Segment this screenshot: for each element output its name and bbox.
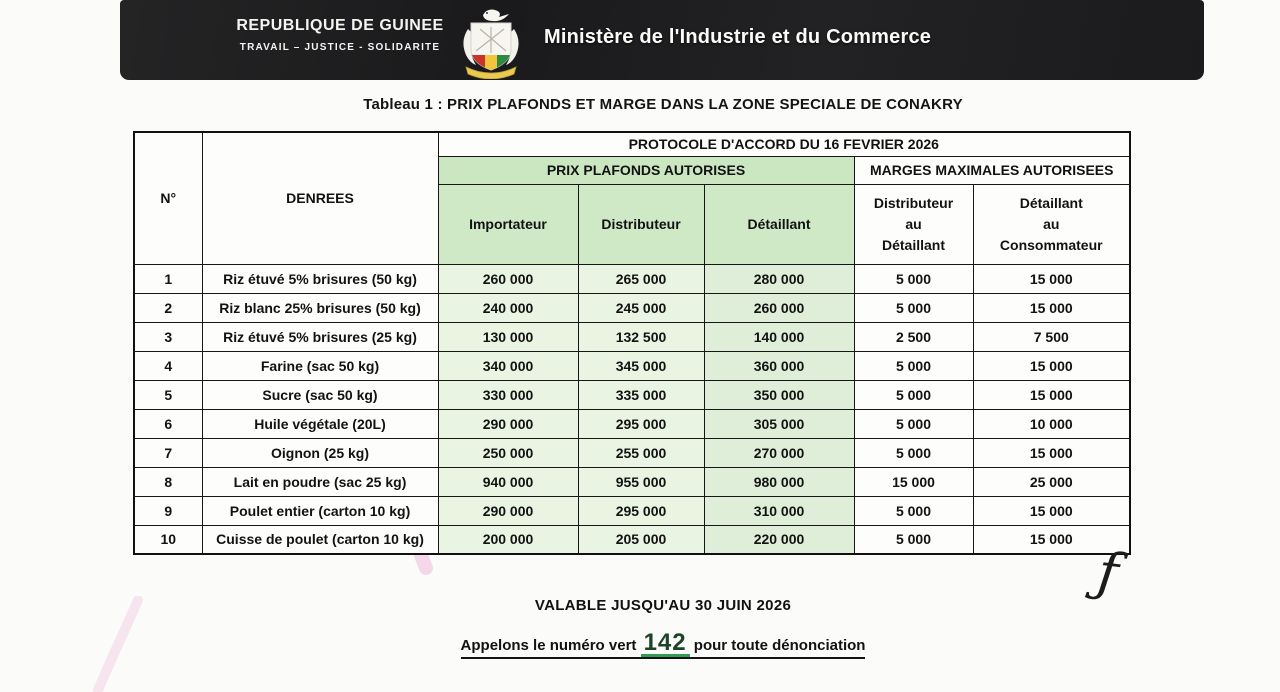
- header-line: Consommateur: [999, 236, 1103, 253]
- table-row: [134, 322, 1130, 351]
- document-title: Tableau 1 : PRIX PLAFONDS ET MARGE DANS LA ZONE SPECIALE DE CONAKRY: [363, 96, 963, 113]
- price-detaillant-cell: 260 000: [704, 293, 854, 322]
- marge-detaillant-cell: 15 000: [973, 264, 1130, 293]
- price-distributeur-cell: 265 000: [578, 264, 704, 293]
- price-importateur-cell: 240 000: [438, 293, 578, 322]
- price-detaillant-cell: 270 000: [704, 438, 854, 467]
- republic-heading: [180, 17, 500, 53]
- marge-detaillant-cell: 15 000: [973, 525, 1130, 554]
- marge-distributeur-cell: 5 000: [854, 264, 973, 293]
- price-distributeur-cell: 255 000: [578, 438, 704, 467]
- denree-cell: Lait en poudre (sac 25 kg): [202, 467, 438, 496]
- marge-detaillant-cell: 15 000: [973, 380, 1130, 409]
- ministry-banner: [120, 0, 1204, 80]
- group-header-marges: MARGES MAXIMALES AUTORISEES: [854, 156, 1130, 184]
- price-importateur-cell: 290 000: [438, 409, 578, 438]
- price-detaillant-cell: 305 000: [704, 409, 854, 438]
- ministry-title: Ministère de l'Industrie et du Commerce: [544, 26, 932, 48]
- header-line: au: [1043, 215, 1060, 232]
- table-row: [134, 496, 1130, 525]
- hotline-suffix: pour toute dénonciation: [689, 637, 866, 654]
- price-distributeur-cell: 132 500: [578, 322, 704, 351]
- column-header-importateur: Importateur: [438, 184, 578, 264]
- price-distributeur-cell: 295 000: [578, 409, 704, 438]
- table-row-protocole: [134, 132, 1130, 156]
- marge-distributeur-cell: 5 000: [854, 525, 973, 554]
- header-line: au: [905, 215, 922, 232]
- marge-distributeur-cell: 2 500: [854, 322, 973, 351]
- marge-detaillant-cell: 15 000: [973, 438, 1130, 467]
- signature-mark: ƒ: [1094, 540, 1122, 605]
- marge-detaillant-cell: 15 000: [973, 496, 1130, 525]
- table-row: [134, 525, 1130, 554]
- row-number-cell: 3: [134, 322, 202, 351]
- denree-cell: Sucre (sac 50 kg): [202, 380, 438, 409]
- table-row: [134, 380, 1130, 409]
- column-header-marge-distributeur: [854, 184, 973, 264]
- denree-cell: Riz blanc 25% brisures (50 kg): [202, 293, 438, 322]
- header-line: Détaillant: [881, 236, 945, 253]
- denree-cell: Poulet entier (carton 10 kg): [202, 496, 438, 525]
- row-number-cell: 6: [134, 409, 202, 438]
- marge-distributeur-cell: 5 000: [854, 380, 973, 409]
- republic-name: REPUBLIQUE DE GUINEE: [236, 17, 444, 34]
- price-detaillant-cell: 280 000: [704, 264, 854, 293]
- marge-distributeur-cell: 5 000: [854, 351, 973, 380]
- price-importateur-cell: 940 000: [438, 467, 578, 496]
- price-importateur-cell: 260 000: [438, 264, 578, 293]
- price-detaillant-cell: 140 000: [704, 322, 854, 351]
- table-row: [134, 351, 1130, 380]
- price-distributeur-cell: 295 000: [578, 496, 704, 525]
- price-importateur-cell: 290 000: [438, 496, 578, 525]
- validity-note: VALABLE JUSQU'AU 30 JUIN 2026: [534, 597, 792, 614]
- price-importateur-cell: 200 000: [438, 525, 578, 554]
- denree-cell: Huile végétale (20L): [202, 409, 438, 438]
- header-line: Distributeur: [873, 194, 954, 211]
- denree-cell: Cuisse de poulet (carton 10 kg): [202, 525, 438, 554]
- row-number-cell: 5: [134, 380, 202, 409]
- price-distributeur-cell: 205 000: [578, 525, 704, 554]
- price-detaillant-cell: 310 000: [704, 496, 854, 525]
- price-table: [133, 131, 1131, 555]
- price-detaillant-cell: 220 000: [704, 525, 854, 554]
- price-importateur-cell: 340 000: [438, 351, 578, 380]
- marge-detaillant-cell: 7 500: [973, 322, 1130, 351]
- denree-cell: Riz étuvé 5% brisures (25 kg): [202, 322, 438, 351]
- marge-detaillant-cell: 15 000: [973, 293, 1130, 322]
- row-number-cell: 8: [134, 467, 202, 496]
- price-importateur-cell: 330 000: [438, 380, 578, 409]
- marge-detaillant-cell: 15 000: [973, 351, 1130, 380]
- guinea-coat-of-arms-icon: [456, 3, 526, 79]
- denree-cell: Riz étuvé 5% brisures (50 kg): [202, 264, 438, 293]
- row-number-cell: 9: [134, 496, 202, 525]
- price-importateur-cell: 130 000: [438, 322, 578, 351]
- hotline-number: 142: [641, 632, 690, 657]
- hotline-sentence: [460, 629, 866, 659]
- denree-cell: Oignon (25 kg): [202, 438, 438, 467]
- row-number-cell: 7: [134, 438, 202, 467]
- table-row: [134, 409, 1130, 438]
- marge-distributeur-cell: 5 000: [854, 438, 973, 467]
- table-row: [134, 438, 1130, 467]
- row-number-cell: 10: [134, 525, 202, 554]
- row-number-cell: 1: [134, 264, 202, 293]
- marge-distributeur-cell: 5 000: [854, 409, 973, 438]
- marge-distributeur-cell: 15 000: [854, 467, 973, 496]
- marge-distributeur-cell: 5 000: [854, 293, 973, 322]
- protocole-header: PROTOCOLE D'ACCORD DU 16 FEVRIER 2026: [438, 132, 1130, 156]
- row-number-cell: 4: [134, 351, 202, 380]
- table-row: [134, 264, 1130, 293]
- price-detaillant-cell: 360 000: [704, 351, 854, 380]
- column-header-denrees: DENREES: [202, 132, 438, 264]
- price-detaillant-cell: 980 000: [704, 467, 854, 496]
- hotline-note: [133, 629, 1193, 659]
- column-header-marge-detaillant: [973, 184, 1130, 264]
- price-importateur-cell: 250 000: [438, 438, 578, 467]
- price-distributeur-cell: 245 000: [578, 293, 704, 322]
- republic-motto: TRAVAIL – JUSTICE - SOLIDARITE: [239, 42, 441, 53]
- price-distributeur-cell: 335 000: [578, 380, 704, 409]
- price-detaillant-cell: 350 000: [704, 380, 854, 409]
- column-header-detaillant: Détaillant: [704, 184, 854, 264]
- denree-cell: Farine (sac 50 kg): [202, 351, 438, 380]
- column-header-n: N°: [134, 132, 202, 264]
- marge-distributeur-cell: 5 000: [854, 496, 973, 525]
- price-table-body: [134, 264, 1130, 554]
- row-number-cell: 2: [134, 293, 202, 322]
- header-line: Détaillant: [1019, 194, 1083, 211]
- table-row: [134, 467, 1130, 496]
- marge-detaillant-cell: 10 000: [973, 409, 1130, 438]
- column-header-distributeur: Distributeur: [578, 184, 704, 264]
- price-distributeur-cell: 345 000: [578, 351, 704, 380]
- hotline-prefix: Appelons le numéro vert: [460, 637, 641, 654]
- table-row: [134, 293, 1130, 322]
- marge-detaillant-cell: 25 000: [973, 467, 1130, 496]
- price-distributeur-cell: 955 000: [578, 467, 704, 496]
- group-header-prix-plafonds: PRIX PLAFONDS AUTORISES: [438, 156, 854, 184]
